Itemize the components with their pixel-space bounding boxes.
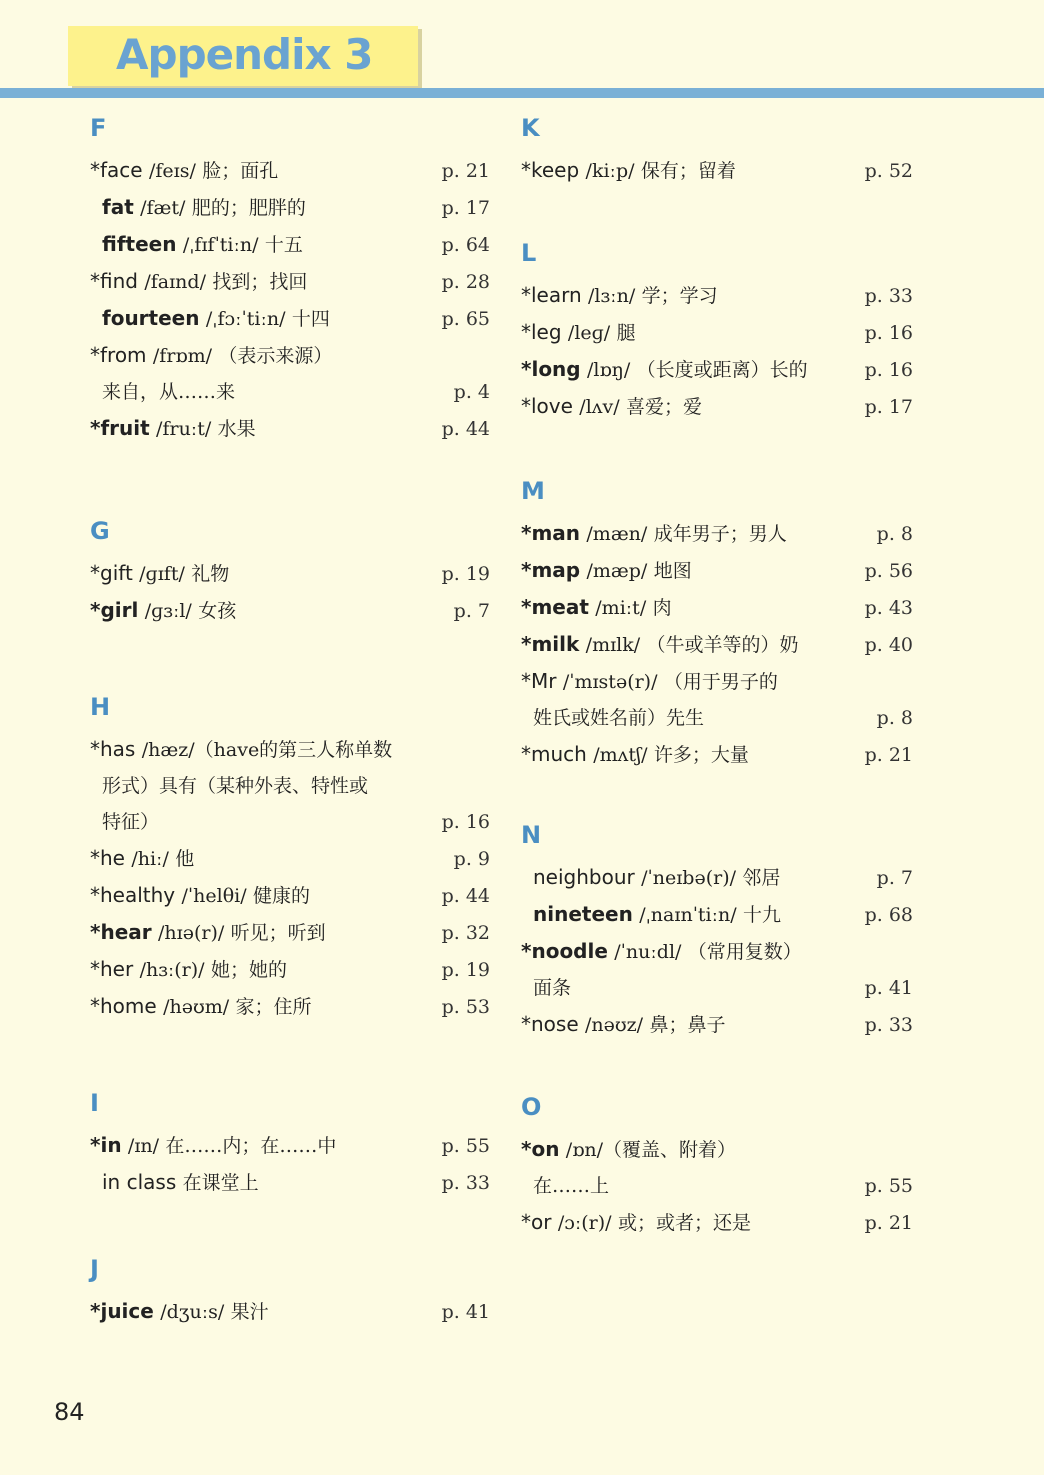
right-column — [521, 110, 913, 1281]
section-letter: O — [521, 1093, 542, 1121]
section-o — [521, 1089, 913, 1241]
entry-keep: *keep /kiːp/ 保有；留着 p. 52 — [521, 158, 913, 182]
entry-gift: *gift /ɡɪft/ 礼物 p. 19 — [90, 561, 490, 585]
section-letter: M — [521, 477, 545, 505]
entry-leg: *leg /leɡ/ 腿 p. 16 — [521, 320, 913, 344]
entry-fat: fat /fæt/ 肥的；肥胖的 p. 17 — [102, 195, 490, 219]
page-title: Appendix 3 — [116, 30, 373, 79]
section-letter: I — [90, 1089, 99, 1117]
page-number: 84 — [54, 1398, 85, 1426]
section-letter: F — [90, 114, 107, 142]
section-letter: J — [90, 1255, 99, 1283]
header — [0, 0, 1044, 100]
section-letter: L — [521, 239, 537, 267]
entry-meat: *meat /miːt/ 肉 p. 43 — [521, 595, 913, 619]
section-g — [90, 513, 490, 629]
entry-home: *home /həʊm/ 家；住所 p. 53 — [90, 994, 490, 1018]
left-column — [90, 110, 490, 1370]
section-letter: K — [521, 114, 540, 142]
entry-has: *has /hæz/（have的第三人称单数 形式）具有（某种外表、特性或 特征） p. 16 — [90, 737, 490, 833]
entry-mr: *Mr /ˈmɪstə(r)/ （用于男子的 姓氏或姓名前）先生 p. 8 — [521, 669, 913, 729]
entry-nineteen: nineteen /ˌnaɪnˈtiːn/ 十九 p. 68 — [533, 902, 913, 926]
entry-juice: *juice /dʒuːs/ 果汁 p. 41 — [90, 1299, 490, 1323]
entry-find: *find /faɪnd/ 找到；找回 p. 28 — [90, 269, 490, 293]
section-n — [521, 817, 913, 1043]
entry-man: *man /mæn/ 成年男子；男人 p. 8 — [521, 521, 913, 545]
entry-map: *map /mæp/ 地图 p. 56 — [521, 558, 913, 582]
entry-noodle: *noodle /ˈnuːdl/ （常用复数） 面条 p. 41 — [521, 939, 913, 999]
entry-fourteen: fourteen /ˌfɔːˈtiːn/ 十四 p. 65 — [102, 306, 490, 330]
entry-in: *in /ɪn/ 在……内；在……中 p. 55 — [90, 1133, 490, 1157]
header-rule — [0, 88, 1044, 98]
entry-milk: *milk /mɪlk/ （牛或羊等的）奶 p. 40 — [521, 632, 913, 656]
entry-from: *from /frɒm/ （表示来源） 来自，从……来 p. 4 — [90, 343, 490, 403]
entry-healthy: *healthy /ˈhelθi/ 健康的 p. 44 — [90, 883, 490, 907]
entry-nose: *nose /nəʊz/ 鼻；鼻子 p. 33 — [521, 1012, 913, 1036]
entry-on: *on /ɒn/（覆盖、附着） 在……上 p. 55 — [521, 1137, 913, 1197]
entry-face: *face /feɪs/ 脸；面孔 p. 21 — [90, 158, 490, 182]
entry-fruit: *fruit /fruːt/ 水果 p. 44 — [90, 416, 490, 440]
section-letter: H — [90, 693, 111, 721]
section-k — [521, 110, 913, 189]
section-letter: N — [521, 821, 542, 849]
entry-her: *her /hɜː(r)/ 她；她的 p. 19 — [90, 957, 490, 981]
section-letter: G — [90, 517, 110, 545]
entry-neighbour: neighbour /ˈneɪbə(r)/ 邻居 p. 7 — [533, 865, 913, 889]
entry-love: *love /lʌv/ 喜爱；爱 p. 17 — [521, 394, 913, 418]
entry-long: *long /lɒŋ/ （长度或距离）长的 p. 16 — [521, 357, 913, 381]
section-h — [90, 689, 490, 1025]
entry-he: *he /hiː/ 他 p. 9 — [90, 846, 490, 870]
section-f — [90, 110, 490, 447]
entry-or: *or /ɔː(r)/ 或；或者；还是 p. 21 — [521, 1210, 913, 1234]
entry-learn: *learn /lɜːn/ 学；学习 p. 33 — [521, 283, 913, 307]
entry-much: *much /mʌtʃ/ 许多；大量 p. 21 — [521, 742, 913, 766]
entry-fifteen: fifteen /ˌfɪfˈtiːn/ 十五 p. 64 — [102, 232, 490, 256]
entry-hear: *hear /hɪə(r)/ 听见；听到 p. 32 — [90, 920, 490, 944]
section-j — [90, 1251, 490, 1330]
section-l — [521, 235, 913, 425]
section-m — [521, 473, 913, 773]
section-i — [90, 1085, 490, 1201]
entry-in-class: in class 在课堂上 p. 33 — [102, 1170, 490, 1194]
entry-girl: *girl /ɡɜːl/ 女孩 p. 7 — [90, 598, 490, 622]
